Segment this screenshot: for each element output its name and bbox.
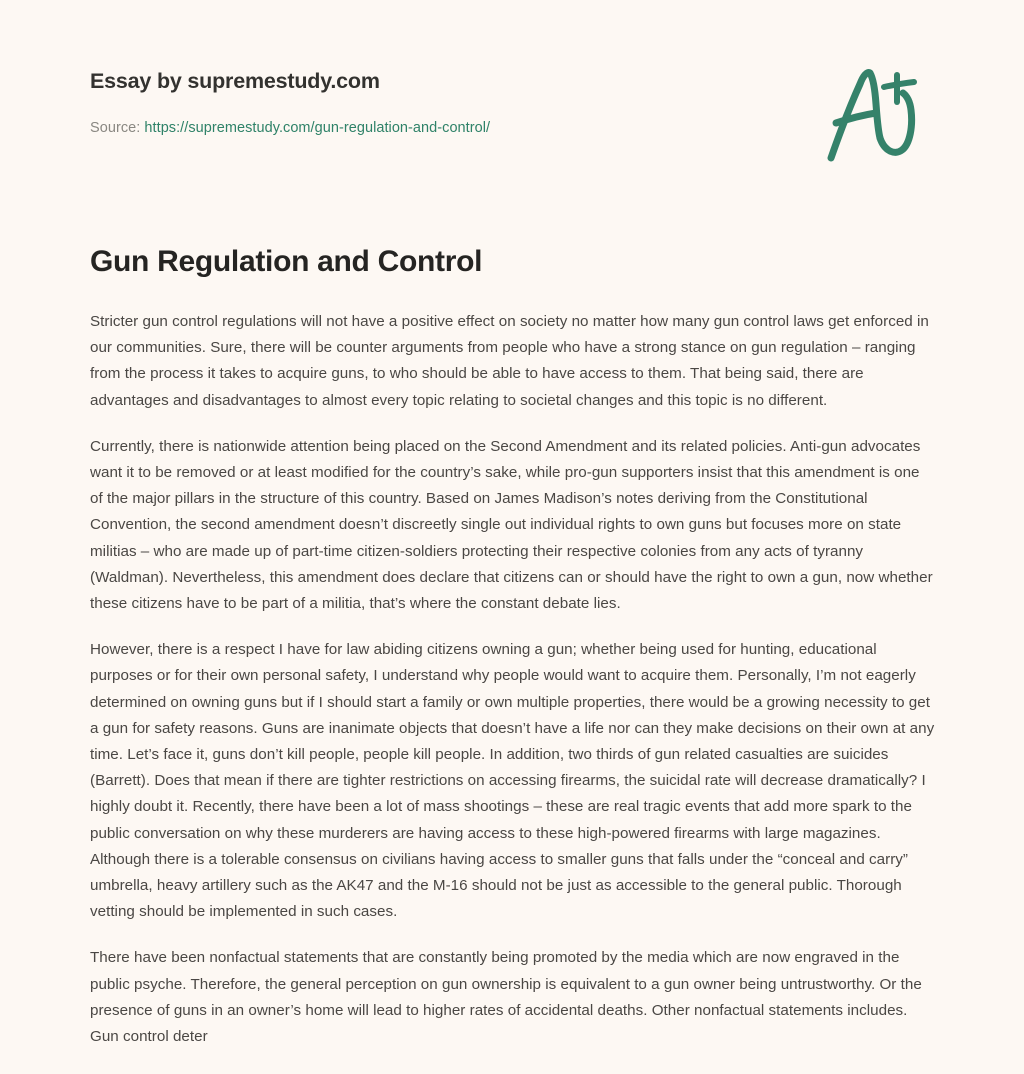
paragraph: Stricter gun control regulations will not have a positive effect on society no matter how many gun control laws get enforced in our communities. Sure, there will be counter arguments from people who have a strong stance on gun regulation – ranging from the process it takes to acquire guns, to who should be able to have access to them. That being said, there are advantages and disadvantages to almost every topic relating to societal changes and this topic is no different.: [90, 313, 929, 409]
paragraph: However, there is a respect I have for law abiding citizens owning a gun; whether being used for hunting, educational purposes or for their own personal safety, I understand why people would want to acquire them. Personally, I’m not eagerly determined on owning guns but if I should start a family or own multiple properties, there would be a growing necessity to get a gun for safety reasons. Guns are inanimate objects that doesn’t have a life nor can they make decisions on their own at any time. Let’s face it, guns don’t kill people, people kill people. In addition, two thirds of gun related casualties are suicides (Barrett). Does that mean if there are tighter restrictions on accessing firearms, the suicidal rate will decrease dramatically? I highly doubt it. Recently, there have been a lot of mass shootings – these are real tragic events that add more spark to the public conversation on why these murderers are having access to these high-powered firearms with large magazines. Although there is a tolerable consensus on civilians having access to smaller guns that falls under the “conceal and carry” umbrella, heavy artillery such as the AK47 and the M-16 should not be just as accessible to the general public. Thorough vetting should be implemented in such cases.: [90, 641, 935, 921]
page-title: Gun Regulation and Control: [90, 245, 483, 278]
paragraph: Currently, there is nationwide attention being placed on the Second Amendment and its related policies. Anti-gun advocates want it to be removed or at least modified for the country’s sake, while pro-gun supporters insist that this amendment is one of the major pillars in the structure of this country. Based on James Madison’s notes deriving from the Constitutional Convention, the second amendment doesn’t discreetly single out individual rights to own guns but focuses more on state militias – who are made up of part-time citizen-soldiers protecting their respective colonies from any acts of tyranny (Waldman). Nevertheless, this amendment does declare that citizens can or should have the right to own a gun, now whether these citizens have to be part of a militia, that’s where the constant debate lies.: [90, 437, 933, 613]
byline: Essay by supremestudy.com: [90, 69, 380, 93]
a-plus-logo-icon: [818, 64, 922, 164]
article: [90, 243, 935, 1050]
source-label: Source:: [90, 120, 141, 136]
source-url-link[interactable]: https://supremestudy.com/gun-regulation-and-control/: [144, 120, 491, 136]
paragraph: There have been nonfactual statements that are constantly being promoted by the media which are now engraved in the public psyche. Therefore, the general perception on gun ownership is equivalent to a gun owner being untrustworthy. Or the presence of guns in an owner’s home will lead to higher rates of accidental deaths. Other nonfactual statements includes. Gun control deter: [90, 949, 922, 1046]
source-line: [90, 120, 490, 136]
page-header: [0, 0, 1024, 200]
article-body: [90, 309, 935, 1050]
